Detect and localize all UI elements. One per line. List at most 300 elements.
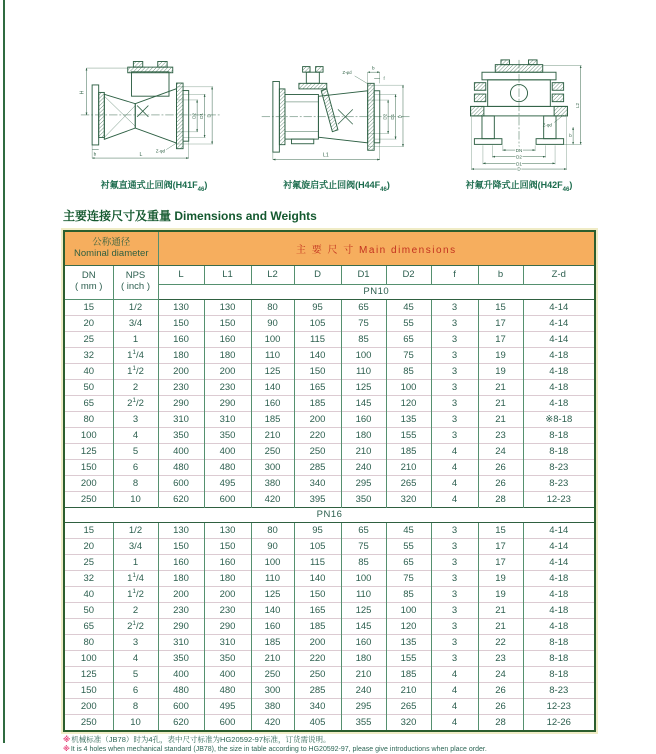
table-cell: 32 — [64, 347, 113, 363]
bolt-holes-note: Z-φd — [342, 70, 352, 76]
table-cell: 185 — [251, 634, 294, 650]
table-cell: 100 — [386, 379, 431, 395]
dim-label-D1: D1 — [199, 112, 205, 119]
table-cell: 310 — [158, 411, 204, 427]
table-cell: 75 — [341, 538, 386, 554]
note-marker: ※ — [63, 734, 71, 744]
table-cell: 295 — [341, 475, 386, 491]
table-cell: 3 — [431, 427, 478, 443]
table-cell: 480 — [204, 682, 251, 698]
table-cell: 80 — [64, 634, 113, 650]
table-row — [64, 650, 595, 666]
bolt-holes-note: Z-φd — [542, 122, 552, 128]
table-cell: 80 — [251, 522, 294, 538]
table-cell: 140 — [251, 602, 294, 618]
table-row — [64, 395, 595, 411]
table-cell: 8-18 — [523, 427, 595, 443]
table-cell: 20 — [64, 538, 113, 554]
table-row — [64, 427, 595, 443]
table-cell: 90 — [251, 315, 294, 331]
table-cell: 285 — [294, 459, 341, 475]
table-cell: 8-18 — [523, 666, 595, 682]
table-cell: 125 — [64, 666, 113, 682]
table-row — [64, 554, 595, 570]
table-cell: 10 — [113, 714, 158, 731]
table-cell: 230 — [158, 379, 204, 395]
table-cell: 85 — [386, 363, 431, 379]
dim-label-b: b — [93, 151, 97, 157]
table-cell: 110 — [341, 363, 386, 379]
table-cell: 285 — [294, 682, 341, 698]
table-cell: 5 — [113, 666, 158, 682]
table-cell: 3 — [431, 538, 478, 554]
table-cell: 355 — [341, 714, 386, 731]
table-cell: 155 — [386, 427, 431, 443]
valve-cross-section — [471, 60, 568, 147]
drawing-caption-h44f: 衬氟旋启式止回阀$(H44F_{46})$ — [283, 180, 390, 193]
table-cell: 160 — [341, 634, 386, 650]
table-cell: 115 — [294, 331, 341, 347]
table-cell: 320 — [386, 491, 431, 507]
column-header-D: D — [294, 265, 341, 284]
table-cell: 4-18 — [523, 618, 595, 634]
swing-check-valve-drawing — [258, 58, 416, 170]
table-cell: 110 — [251, 570, 294, 586]
table-cell: 17 — [478, 554, 523, 570]
table-cell: 4 — [113, 650, 158, 666]
column-header-D2: D2 — [386, 265, 431, 284]
table-cell: 50 — [64, 602, 113, 618]
table-cell: 600 — [204, 714, 251, 731]
table-cell: 180 — [341, 650, 386, 666]
table-cell: 240 — [341, 682, 386, 698]
table-cell: 110 — [341, 586, 386, 602]
table-cell: 4-18 — [523, 395, 595, 411]
drawing-straight-check-valve — [79, 58, 229, 193]
table-cell: 15 — [64, 522, 113, 538]
table-cell: 250 — [294, 443, 341, 459]
table-cell: 210 — [251, 650, 294, 666]
table-cell: 3 — [113, 634, 158, 650]
table-cell: 180 — [158, 347, 204, 363]
table-cell: 75 — [341, 315, 386, 331]
table-cell: 320 — [386, 714, 431, 731]
table-cell: 3 — [431, 299, 478, 315]
table-cell: 250 — [251, 443, 294, 459]
table-cell: 250 — [251, 666, 294, 682]
table-cell: 4-14 — [523, 315, 595, 331]
table-cell: 180 — [341, 427, 386, 443]
table-cell: 24 — [478, 443, 523, 459]
table-cell: 3 — [431, 586, 478, 602]
table-row — [64, 443, 595, 459]
table-row — [64, 331, 595, 347]
table-cell: $1^1/2$ — [113, 363, 158, 379]
table-cell: 3 — [431, 602, 478, 618]
table-cell: 6 — [113, 459, 158, 475]
table-row — [64, 538, 595, 554]
note-marker: ※ — [63, 745, 70, 753]
table-cell: 150 — [294, 363, 341, 379]
table-cell: 200 — [204, 586, 251, 602]
table-row — [64, 475, 595, 491]
table-cell: 12-23 — [523, 698, 595, 714]
table-cell: 4-18 — [523, 586, 595, 602]
table-cell: 130 — [158, 522, 204, 538]
table-cell: 140 — [294, 347, 341, 363]
table-cell: 350 — [158, 650, 204, 666]
table-cell: 200 — [158, 586, 204, 602]
section-title — [63, 207, 594, 224]
straight-check-valve-drawing — [79, 58, 229, 170]
table-cell: 125 — [64, 443, 113, 459]
table-cell: 350 — [341, 491, 386, 507]
table-cell: 19 — [478, 570, 523, 586]
dim-label-H: H — [79, 90, 86, 95]
table-cell: 21 — [478, 618, 523, 634]
dim-label-D: D — [206, 114, 212, 118]
table-cell: 250 — [64, 491, 113, 507]
table-cell: 130 — [204, 299, 251, 315]
table-cell: 350 — [204, 650, 251, 666]
table-cell: 55 — [386, 538, 431, 554]
table-cell: 495 — [204, 475, 251, 491]
table-cell: 3 — [431, 570, 478, 586]
table-cell: 185 — [294, 395, 341, 411]
table-cell: 12-23 — [523, 491, 595, 507]
table-cell: 100 — [251, 554, 294, 570]
table-cell: 395 — [294, 491, 341, 507]
table-cell: 105 — [294, 538, 341, 554]
table-cell: 4-14 — [523, 522, 595, 538]
table-cell: 40 — [64, 363, 113, 379]
table-cell: 310 — [204, 411, 251, 427]
table-cell: 180 — [158, 570, 204, 586]
page-left-rule — [3, 0, 5, 743]
table-cell: 480 — [158, 459, 204, 475]
table-cell: 65 — [64, 618, 113, 634]
table-group-header-row — [64, 231, 595, 266]
table-cell: 6 — [113, 682, 158, 698]
table-cell: 4-14 — [523, 331, 595, 347]
table-cell: 3 — [431, 395, 478, 411]
table-cell: 4 — [431, 475, 478, 491]
table-cell: 185 — [294, 618, 341, 634]
table-cell: 100 — [64, 650, 113, 666]
table-cell: 100 — [341, 570, 386, 586]
table-cell: 265 — [386, 475, 431, 491]
table-cell: 8-18 — [523, 443, 595, 459]
table-row — [64, 363, 595, 379]
table-row — [64, 522, 595, 538]
table-cell: 600 — [158, 475, 204, 491]
table-cell: 210 — [341, 666, 386, 682]
table-cell: 620 — [158, 714, 204, 731]
table-cell: 26 — [478, 475, 523, 491]
table-cell: 65 — [386, 331, 431, 347]
dim-label-D2: D2 — [516, 154, 522, 160]
table-cell: 600 — [158, 698, 204, 714]
dim-label-D2: D2 — [191, 112, 197, 119]
table-cell: 8-23 — [523, 475, 595, 491]
table-cell: 8 — [113, 475, 158, 491]
dim-label-f: f — [382, 76, 385, 82]
table-cell: $2^1/2$ — [113, 395, 158, 411]
table-cell: 65 — [341, 522, 386, 538]
table-cell: 4 — [431, 682, 478, 698]
table-cell: 4 — [431, 714, 478, 731]
table-cell: 180 — [204, 570, 251, 586]
table-cell: 3 — [431, 634, 478, 650]
table-cell: 125 — [341, 379, 386, 395]
table-cell: 160 — [341, 411, 386, 427]
table-cell: 80 — [64, 411, 113, 427]
table-cell: 3 — [431, 650, 478, 666]
table-cell: 3/4 — [113, 538, 158, 554]
table-cell: 300 — [251, 682, 294, 698]
table-cell: 265 — [386, 698, 431, 714]
table-cell: 300 — [251, 459, 294, 475]
table-cell: 4-18 — [523, 570, 595, 586]
table-cell: 310 — [204, 634, 251, 650]
table-cell: 3 — [431, 315, 478, 331]
table-cell: 160 — [204, 331, 251, 347]
dimensions-table — [63, 230, 596, 732]
table-cell: 340 — [294, 698, 341, 714]
table-cell: 220 — [294, 650, 341, 666]
table-cell: 3 — [431, 331, 478, 347]
table-cell: 200 — [294, 411, 341, 427]
table-cell: 15 — [64, 299, 113, 315]
table-row — [64, 714, 595, 731]
table-row — [64, 347, 595, 363]
table-cell: 90 — [251, 538, 294, 554]
table-cell: 5 — [113, 443, 158, 459]
table-cell: 100 — [386, 602, 431, 618]
drawings-row — [63, 58, 594, 193]
table-cell: 4 — [431, 459, 478, 475]
table-cell: 21 — [478, 395, 523, 411]
table-cell: 4-14 — [523, 538, 595, 554]
drawing-swing-check-valve — [258, 58, 416, 193]
table-cell: 17 — [478, 315, 523, 331]
table-cell: 160 — [251, 395, 294, 411]
lift-check-valve-drawing — [444, 58, 594, 170]
table-cell: 405 — [294, 714, 341, 731]
table-cell: 4-14 — [523, 554, 595, 570]
pn16-section-row — [64, 507, 595, 522]
table-cell: 150 — [294, 586, 341, 602]
table-cell: 135 — [386, 634, 431, 650]
table-row — [64, 315, 595, 331]
table-cell: 65 — [341, 299, 386, 315]
table-cell: ※8-18 — [523, 411, 595, 427]
table-cell: 4-18 — [523, 363, 595, 379]
table-cell: 200 — [64, 475, 113, 491]
table-cell: 135 — [386, 411, 431, 427]
dim-label-L2: L2 — [574, 102, 580, 108]
table-cell: 600 — [204, 491, 251, 507]
table-cell: 350 — [158, 427, 204, 443]
column-header-f: f — [431, 265, 478, 284]
pn10-section-label: PN10 — [158, 284, 595, 299]
table-cell: 240 — [341, 459, 386, 475]
table-cell: 420 — [251, 714, 294, 731]
pn16-section-label: PN16 — [64, 507, 595, 522]
table-cell: 220 — [294, 427, 341, 443]
table-cell: 295 — [341, 698, 386, 714]
table-cell: 15 — [478, 522, 523, 538]
table-cell: $1^1/2$ — [113, 586, 158, 602]
table-cell: 2 — [113, 602, 158, 618]
table-cell: 50 — [64, 379, 113, 395]
table-row — [64, 586, 595, 602]
table-cell: 95 — [294, 299, 341, 315]
table-row — [64, 459, 595, 475]
table-cell: 160 — [158, 554, 204, 570]
table-cell: 160 — [251, 618, 294, 634]
section-title-zh: 主要连接尺寸及重量 — [63, 208, 172, 223]
table-cell: 1 — [113, 331, 158, 347]
table-cell: 120 — [386, 618, 431, 634]
table-cell: 32 — [64, 570, 113, 586]
dim-label-D1: D1 — [389, 113, 395, 120]
table-cell: $1^1/4$ — [113, 570, 158, 586]
table-cell: 185 — [386, 666, 431, 682]
table-cell: 22 — [478, 634, 523, 650]
table-cell: 210 — [251, 427, 294, 443]
dim-label-D1: D1 — [516, 161, 522, 167]
table-row — [64, 299, 595, 315]
table-cell: 250 — [294, 666, 341, 682]
table-cell: 19 — [478, 586, 523, 602]
table-cell: 3 — [431, 522, 478, 538]
table-cell: 210 — [386, 459, 431, 475]
table-cell: 3 — [431, 379, 478, 395]
table-cell: $2^1/2$ — [113, 618, 158, 634]
dim-label-D: D — [517, 166, 521, 172]
table-cell: 185 — [251, 411, 294, 427]
table-cell: 290 — [204, 395, 251, 411]
table-cell: 95 — [294, 522, 341, 538]
table-cell: 400 — [158, 443, 204, 459]
table-cell: 19 — [478, 363, 523, 379]
table-cell: 185 — [386, 443, 431, 459]
dim-label-b: b — [569, 132, 572, 138]
table-cell: 75 — [386, 570, 431, 586]
table-cell: 380 — [251, 475, 294, 491]
table-cell: 25 — [64, 554, 113, 570]
main-dimensions-header: 主 要 尺 寸 Main dimensions — [158, 231, 595, 266]
table-cell: 45 — [386, 522, 431, 538]
table-cell: 85 — [341, 554, 386, 570]
table-cell: 340 — [294, 475, 341, 491]
table-cell: 290 — [204, 618, 251, 634]
table-cell: 310 — [158, 634, 204, 650]
table-cell: 8 — [113, 698, 158, 714]
table-row — [64, 666, 595, 682]
table-cell: 80 — [251, 299, 294, 315]
table-cell: 23 — [478, 427, 523, 443]
table-cell: 3/4 — [113, 315, 158, 331]
table-cell: 290 — [158, 395, 204, 411]
table-cell: 4 — [113, 427, 158, 443]
drawing-lift-check-valve — [444, 58, 594, 193]
table-cell: 250 — [64, 714, 113, 731]
table-cell: 350 — [204, 427, 251, 443]
table-row — [64, 379, 595, 395]
table-cell: 150 — [64, 682, 113, 698]
table-cell: 1 — [113, 554, 158, 570]
table-row — [64, 491, 595, 507]
table-cell: 8-18 — [523, 634, 595, 650]
table-cell: 145 — [341, 395, 386, 411]
column-header-Zd: Z-d — [523, 265, 595, 284]
table-cell: 210 — [386, 682, 431, 698]
table-cell: 200 — [158, 363, 204, 379]
table-cell: 28 — [478, 714, 523, 731]
table-row — [64, 634, 595, 650]
column-header-nps: NPS ( inch ) — [113, 265, 158, 299]
table-cell: 26 — [478, 459, 523, 475]
table-cell: 21 — [478, 602, 523, 618]
table-cell: 65 — [64, 395, 113, 411]
table-cell: 4-18 — [523, 379, 595, 395]
table-cell: 24 — [478, 666, 523, 682]
table-cell: 150 — [204, 315, 251, 331]
table-row — [64, 618, 595, 634]
table-cell: 200 — [64, 698, 113, 714]
table-cell: 12-26 — [523, 714, 595, 731]
table-cell: 290 — [158, 618, 204, 634]
table-cell: 28 — [478, 491, 523, 507]
table-cell: 19 — [478, 347, 523, 363]
table-cell: 21 — [478, 379, 523, 395]
table-cell: 4 — [431, 666, 478, 682]
table-cell: 165 — [294, 602, 341, 618]
table-cell: 8-18 — [523, 650, 595, 666]
table-cell: $1^1/4$ — [113, 347, 158, 363]
table-cell: 480 — [158, 682, 204, 698]
table-cell: 165 — [294, 379, 341, 395]
table-cell: 85 — [386, 586, 431, 602]
table-cell: 8-23 — [523, 682, 595, 698]
column-header-L2: L2 — [251, 265, 294, 284]
table-cell: 2 — [113, 379, 158, 395]
table-row — [64, 698, 595, 714]
table-cell: 3 — [113, 411, 158, 427]
table-cell: 10 — [113, 491, 158, 507]
table-row — [64, 682, 595, 698]
dim-label-L: L — [139, 152, 143, 159]
table-cell: 105 — [294, 315, 341, 331]
table-cell: 3 — [431, 554, 478, 570]
table-cell: 140 — [294, 570, 341, 586]
table-cell: 150 — [64, 459, 113, 475]
table-row — [64, 570, 595, 586]
table-cell: 3 — [431, 347, 478, 363]
table-cell: 115 — [294, 554, 341, 570]
table-cell: 230 — [158, 602, 204, 618]
table-cell: 125 — [341, 602, 386, 618]
table-row — [64, 602, 595, 618]
table-cell: 26 — [478, 682, 523, 698]
table-cell: 26 — [478, 698, 523, 714]
table-cell: 145 — [341, 618, 386, 634]
table-cell: 150 — [158, 538, 204, 554]
table-cell: 140 — [251, 379, 294, 395]
table-cell: 155 — [386, 650, 431, 666]
